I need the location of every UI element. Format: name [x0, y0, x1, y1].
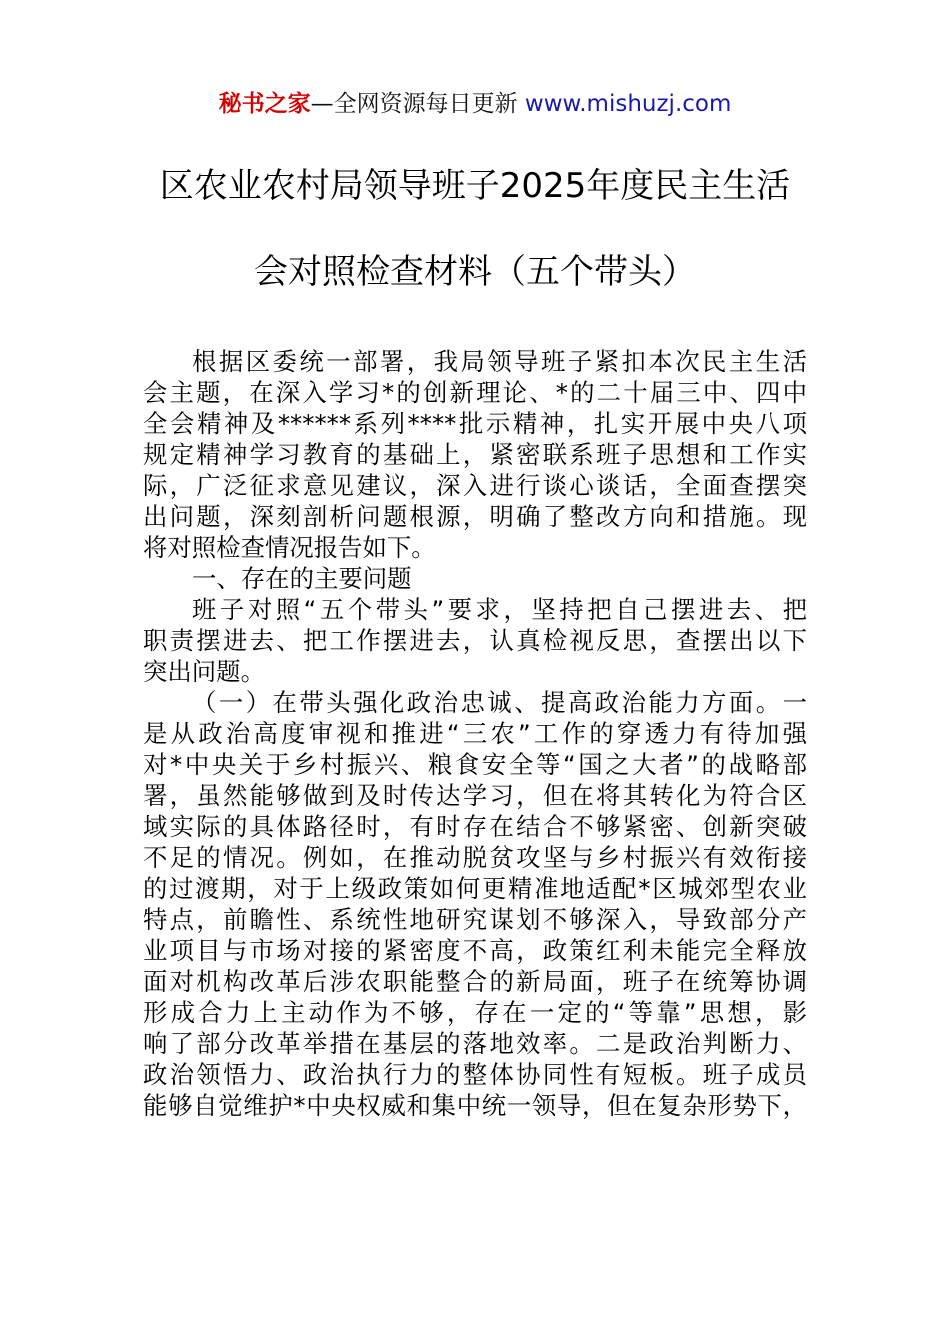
- title-line-2: 会对照检查材料（五个带头）: [254, 252, 696, 292]
- site-header: [0, 88, 950, 120]
- body-line: 业项目与市场对接的紧密度不高，政策红利未能完全释放: [143, 936, 807, 965]
- document-body: [143, 346, 807, 1121]
- section-heading: 一、存在的主要问题: [192, 564, 412, 593]
- document-title: [100, 160, 850, 298]
- body-line: 突出问题。: [143, 657, 265, 686]
- body-line: 出问题，深刻剖析问题根源，明确了整改方向和措施。现: [143, 502, 807, 531]
- body-line: 际，广泛征求意见建议，深入进行谈心谈话，全面查摆突: [143, 471, 807, 500]
- body-line: 形成合力上主动作为不够，存在一定的“等靠”思想，影: [143, 998, 807, 1027]
- body-line: （一）在带头强化政治忠诚、提高政治能力方面。一: [192, 688, 807, 717]
- body-line: 是从政治高度审视和推进“三农”工作的穿透力有待加强: [143, 719, 807, 748]
- body-line: 特点，前瞻性、系统性地研究谋划不够深入，导致部分产: [143, 905, 807, 934]
- body-line: 班子对照“五个带头”要求，坚持把自己摆进去、把: [192, 595, 807, 624]
- site-url-link[interactable]: www.mishuzj.com: [524, 91, 732, 117]
- body-line: 会主题，在深入学习*的创新理论、*的二十届三中、四中: [143, 378, 807, 407]
- body-line: 将对照检查情况报告如下。: [143, 533, 436, 562]
- header-slogan: —全网资源每日更新: [310, 91, 525, 117]
- title-line-1: 区农业农村局领导班子2025年度民主生活: [159, 166, 791, 206]
- body-line: 署，虽然能够做到及时传达学习，但在将其转化为符合区: [143, 781, 807, 810]
- body-line: 面对机构改革后涉农职能整合的新局面，班子在统筹协调: [143, 967, 807, 996]
- body-line: 根据区委统一部署，我局领导班子紧扣本次民主生活: [192, 347, 807, 376]
- body-line: 全会精神及******系列****批示精神，扎实开展中央八项: [143, 409, 807, 438]
- body-line: 响了部分改革举措在基层的落地效率。二是政治判断力、: [143, 1029, 807, 1058]
- body-line: 能够自觉维护*中央权威和集中统一领导，但在复杂形势下，: [143, 1091, 807, 1120]
- body-line: 职责摆进去、把工作摆进去，认真检视反思，查摆出以下: [143, 626, 807, 655]
- body-line: 规定精神学习教育的基础上，紧密联系班子思想和工作实: [143, 440, 807, 469]
- body-line: 不足的情况。例如，在推动脱贫攻坚与乡村振兴有效衔接: [143, 843, 807, 872]
- body-line: 政治领悟力、政治执行力的整体协同性有短板。班子成员: [143, 1060, 807, 1089]
- body-line: 对*中央关于乡村振兴、粮食安全等“国之大者”的战略部: [143, 750, 807, 779]
- body-line: 的过渡期，对于上级政策如何更精准地适配*区城郊型农业: [143, 874, 807, 903]
- body-line: 域实际的具体路径时，有时存在结合不够紧密、创新突破: [143, 812, 807, 841]
- brand-name: 秘书之家: [218, 91, 311, 117]
